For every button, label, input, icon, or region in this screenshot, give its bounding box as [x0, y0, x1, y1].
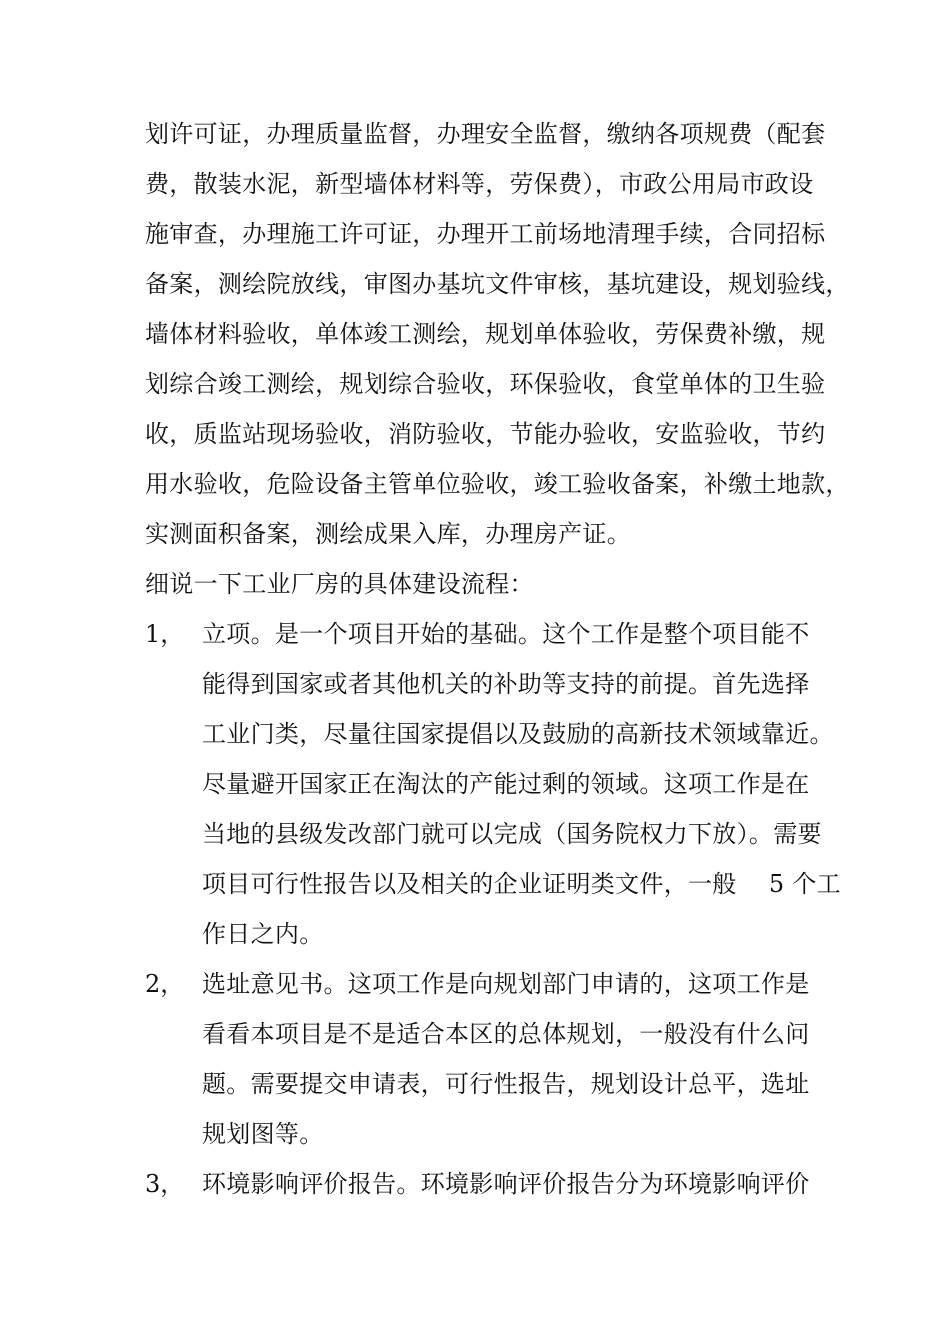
- intro-line: 划综合竣工测绘，规划综合验收，环保验收，食堂单体的卫生验: [145, 370, 826, 398]
- list-item-line: 尽量避开国家正在淘汰的产能过剩的领域。这项工作是在: [202, 770, 810, 798]
- list-item-number: 1，: [145, 620, 185, 648]
- list-item-line: 选址意见书。这项工作是向规划部门申请的，这项工作是: [202, 970, 810, 998]
- intro-line: 划许可证，办理质量监督，办理安全监督，缴纳各项规费（配套: [145, 120, 826, 148]
- intro-line: 收，质监站现场验收，消防验收，节能办验收，安监验收，节约: [145, 420, 826, 448]
- list-item-line: 工业门类，尽量往国家提倡以及鼓励的高新技术领域靠近。: [202, 720, 834, 748]
- intro-line: 费，散装水泥，新型墙体材料等，劳保费），市政公用局市政设: [145, 170, 814, 198]
- list-item-number: 3，: [145, 1170, 185, 1198]
- list-item-number: 2，: [145, 970, 185, 998]
- list-item-line: 作日之内。: [202, 920, 324, 948]
- list-item-line: 当地的县级发改部门就可以完成（国务院权力下放）。需要: [202, 820, 822, 848]
- list-item-line: 题。需要提交申请表，可行性报告，规划设计总平，选址: [202, 1070, 810, 1098]
- intro-line: 墙体材料验收，单体竣工测绘，规划单体验收，劳保费补缴，规: [145, 320, 826, 348]
- list-item-line: 看看本项目是不是适合本区的总体规划，一般没有什么问: [202, 1020, 810, 1048]
- intro-line: 实测面积备案，测绘成果入库，办理房产证。: [145, 520, 631, 548]
- list-item-line: 环境影响评价报告。环境影响评价报告分为环境影响评价: [202, 1170, 810, 1198]
- list-item-line: 能得到国家或者其他机关的补助等支持的前提。首先选择: [202, 670, 810, 698]
- section-subtitle: 细说一下工业厂房的具体建设流程：: [145, 570, 534, 598]
- intro-line: 施审查，办理施工许可证，办理开工前场地清理手续，合同招标: [145, 220, 826, 248]
- list-item-line: 立项。是一个项目开始的基础。这个工作是整个项目能不: [202, 620, 810, 648]
- intro-line: 备案，测绘院放线，审图办基坑文件审核，基坑建设，规划验线，: [145, 270, 850, 298]
- list-item-line: 项目可行性报告以及相关的企业证明类文件，一般 5 个工: [202, 870, 841, 898]
- intro-line: 用水验收，危险设备主管单位验收，竣工验收备案，补缴土地款，: [145, 470, 850, 498]
- list-item-line: 规划图等。: [202, 1120, 324, 1148]
